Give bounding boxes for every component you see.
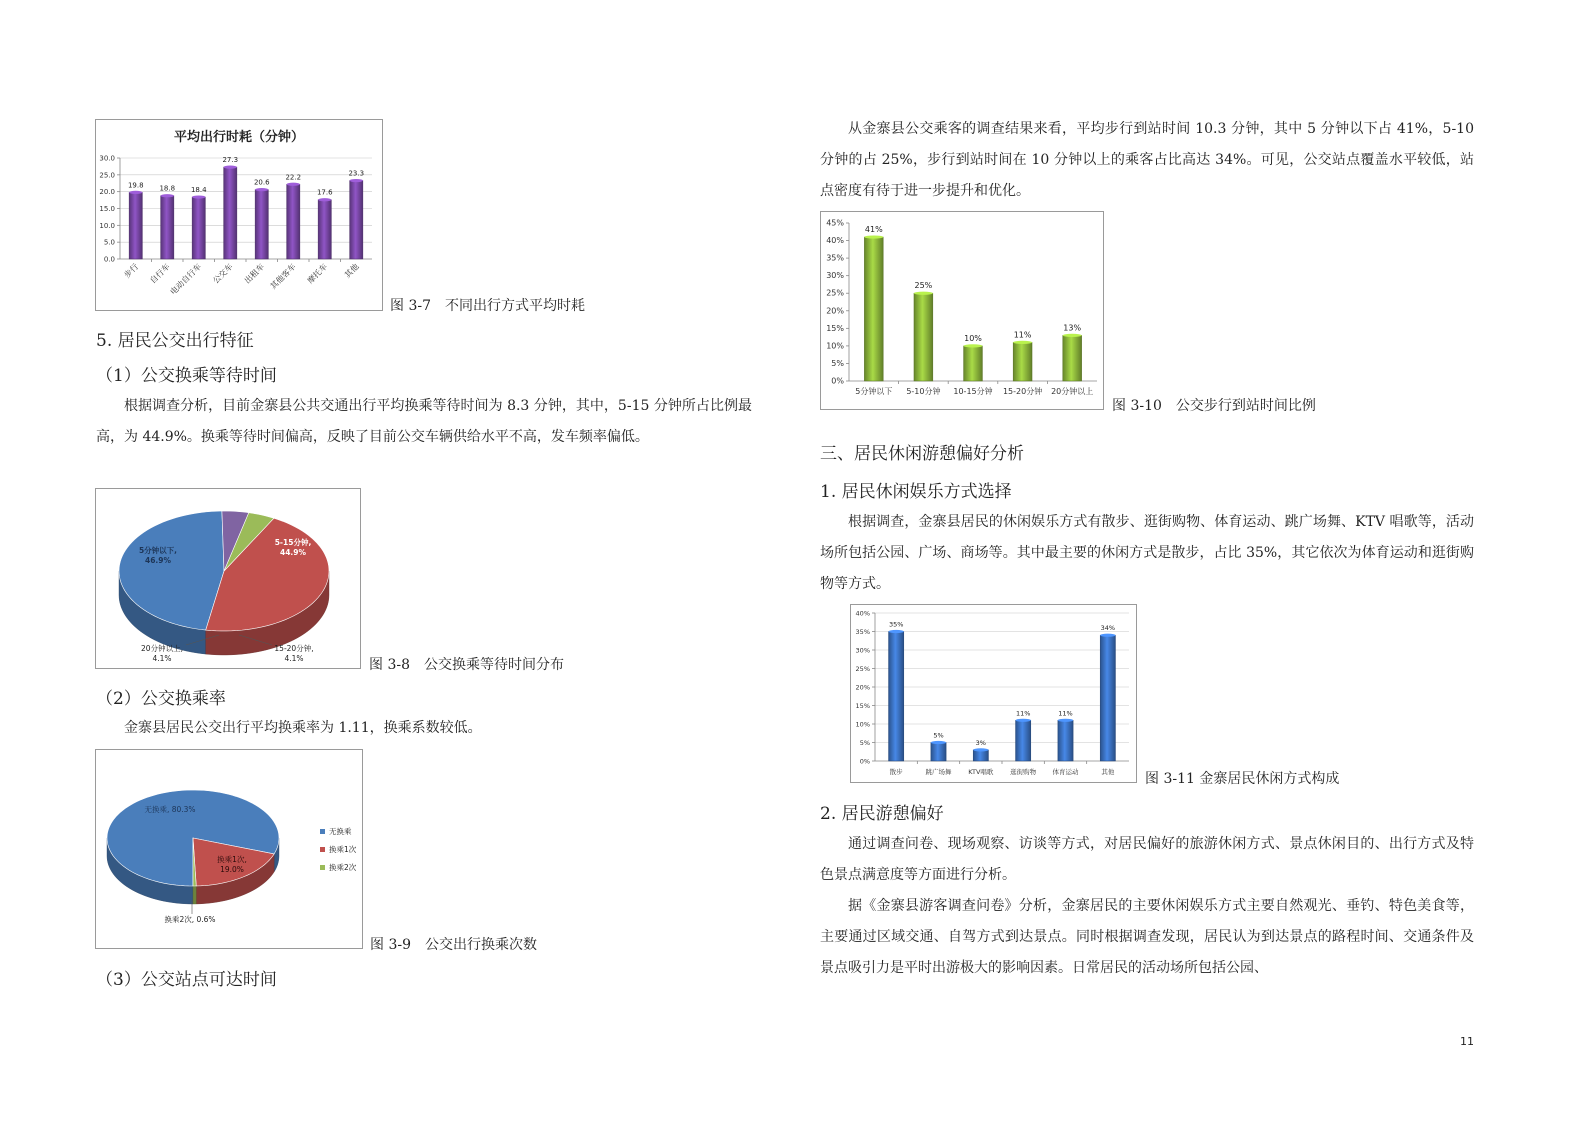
figure-caption-3-8: 图 3-8 公交换乘等待时间分布 (369, 657, 564, 673)
data-label: 15-20分钟, (274, 644, 314, 653)
y-tick-label: 25% (855, 665, 870, 673)
data-label: 换乘1次, (217, 855, 247, 864)
bar-top (129, 191, 142, 194)
section-heading-1: 1. 居民休闲娱乐方式选择 (820, 482, 1012, 502)
bar-top (224, 165, 237, 168)
y-tick-label: 35% (826, 253, 844, 263)
data-label: 无换乘, 80.3% (144, 805, 196, 814)
bar (287, 184, 300, 259)
bar (350, 181, 363, 259)
category-label: 其他 (1101, 768, 1115, 776)
bar-top (318, 198, 331, 201)
bar (1013, 342, 1032, 381)
part-heading-3: 三、居民休闲游憩偏好分析 (820, 444, 1024, 464)
category-label: 15-20分钟 (1002, 387, 1043, 396)
bar-top (1063, 334, 1082, 337)
paragraph-text: 金寨县居民公交出行平均换乘率为 1.11，换乘系数较低。 (124, 720, 482, 736)
data-label: 20分钟以上, (141, 644, 183, 653)
figure-caption-3-9: 图 3-9 公交出行换乘次数 (370, 937, 537, 953)
y-tick-label: 5% (859, 739, 870, 747)
bar (864, 237, 883, 381)
data-label: 4.1% (284, 654, 304, 663)
chart-fig37-svg (96, 120, 382, 310)
bar (224, 167, 237, 259)
category-label: KTV唱歌 (968, 768, 994, 776)
category-label: 电动自行车 (168, 262, 204, 297)
category-label: 逛街购物 (1010, 768, 1037, 776)
y-tick-label: 10% (826, 341, 844, 351)
y-tick-label: 0.0 (103, 255, 115, 264)
bar-top (1016, 719, 1031, 722)
category-label: 其他 (342, 262, 361, 280)
bar (318, 200, 331, 259)
data-label: 19.8 (127, 181, 144, 190)
y-tick-label: 30.0 (99, 154, 115, 163)
category-label: 5-10分钟 (906, 387, 941, 396)
paragraph-text: 通过调查问卷、现场观察、访谈等方式，对居民偏好的旅游休闲方式、景点休闲目的、出行方式及特色景点满意度等方面进行分析。 (820, 836, 1474, 883)
data-label: 5分钟以下, (138, 546, 178, 555)
data-label: 11% (1013, 330, 1032, 340)
y-tick-label: 5.0 (103, 238, 115, 247)
chart-fig38 (95, 488, 361, 669)
category-label: 跳广场舞 (925, 768, 952, 776)
y-tick-label: 35% (855, 628, 870, 636)
bar (161, 196, 174, 259)
section-heading-2: 2. 居民游憩偏好 (820, 804, 944, 824)
paragraph-transfer-wait (96, 391, 752, 453)
y-tick-label: 30% (855, 646, 870, 655)
subheading-1: （1）公交换乘等待时间 (96, 366, 277, 386)
y-tick-label: 40% (855, 609, 870, 618)
y-tick-label: 40% (826, 236, 844, 246)
bar (192, 197, 205, 259)
data-label: 5% (933, 731, 944, 740)
paragraph-leisure (820, 507, 1474, 600)
category-label: 5分钟以下 (855, 387, 893, 396)
bar-top (1058, 719, 1073, 722)
data-label: 25% (914, 281, 933, 291)
chart-fig39 (95, 749, 363, 949)
category-label: 体育运动 (1052, 768, 1079, 776)
legend-label: 换乘2次 (329, 863, 357, 872)
chart-title: 平均出行时耗（分钟） (173, 130, 305, 145)
bar (914, 293, 933, 381)
category-label: 出租车 (242, 262, 267, 286)
y-tick-label: 0% (831, 376, 844, 386)
data-label: 4.1% (152, 654, 172, 663)
chart-fig310-svg (821, 212, 1103, 409)
paragraph-text: 根据调查，金寨县居民的休闲娱乐方式有散步、逛街购物、体育运动、跳广场舞、KTV 唱歌等，活动场所包括公园、广场、商场等。其中最主要的休闲方式是散步，占比 35%，其它依次为体育运动和逛街购物等方式。 (820, 514, 1474, 592)
y-tick-label: 25.0 (99, 171, 115, 180)
chart-fig39-svg (96, 750, 362, 948)
pie-slice-side (193, 886, 196, 904)
bar-top (1013, 341, 1032, 344)
data-label: 17.6 (316, 188, 333, 197)
y-tick-label: 15% (855, 702, 870, 710)
section-heading-5: 5. 居民公交出行特征 (96, 331, 254, 351)
y-tick-label: 15% (826, 323, 844, 333)
data-label: 41% (864, 225, 883, 235)
chart-fig38-svg (96, 489, 360, 668)
data-label: 20.6 (253, 178, 270, 187)
bar-top (964, 344, 983, 347)
paragraph-recreation (820, 829, 1474, 984)
paragraph-walk-time (820, 114, 1474, 207)
y-tick-label: 25% (826, 288, 844, 298)
bar (1100, 635, 1115, 761)
legend-swatch (320, 829, 325, 834)
data-label: 18.4 (190, 186, 207, 195)
y-tick-label: 15.0 (99, 205, 115, 213)
legend-label: 无换乘 (329, 827, 352, 836)
data-label: 5-15分钟, (274, 538, 312, 547)
y-tick-label: 20% (826, 306, 844, 316)
y-tick-label: 20% (855, 683, 870, 692)
bar (1063, 335, 1082, 381)
data-label: 46.9% (144, 556, 172, 565)
chart-fig37 (95, 119, 383, 311)
category-label: 步行 (122, 262, 141, 280)
legend-swatch (320, 865, 325, 870)
legend-swatch (320, 847, 325, 852)
bar (1016, 720, 1031, 761)
data-label: 23.3 (348, 169, 365, 178)
y-tick-label: 20.0 (99, 188, 115, 197)
figure-caption-3-7: 图 3-7 不同出行方式平均时耗 (390, 298, 585, 314)
bar (889, 632, 904, 762)
figure-caption-3-10: 图 3-10 公交步行到站时间比例 (1112, 398, 1316, 414)
category-label: 自行车 (148, 262, 172, 286)
bar (255, 190, 268, 259)
chart-fig311-svg (851, 605, 1136, 782)
data-label: 3% (975, 738, 986, 747)
bar-top (192, 195, 205, 198)
legend-label: 换乘1次 (329, 845, 357, 854)
paragraph-text: 从金寨县公交乘客的调查结果来看，平均步行到站时间 10.3 分钟，其中 5 分钟以下占 41%，5-10 分钟的占 25%，步行到站时间在 10 分钟以上的乘客占比高达 34%。可见，公交站点覆盖水平较低，站点密度有待于进一步提升和优化。 (820, 121, 1474, 199)
y-tick-label: 10.0 (99, 221, 115, 230)
data-label: 19.0% (220, 865, 244, 874)
bar-top (889, 630, 904, 633)
data-label: 10% (964, 333, 982, 343)
data-label: 35% (888, 620, 904, 629)
bar-top (864, 235, 883, 238)
subheading-3: （3）公交站点可达时间 (96, 970, 277, 990)
data-label: 换乘2次, 0.6% (164, 915, 216, 924)
data-label: 34% (1100, 624, 1116, 633)
y-tick-label: 5% (831, 358, 844, 368)
bar-top (350, 179, 363, 182)
bar-top (931, 741, 946, 744)
bar-top (255, 188, 268, 191)
y-tick-label: 0% (859, 757, 870, 766)
figure-caption-3-11: 图 3-11 金寨居民休闲方式构成 (1145, 771, 1340, 787)
data-label: 18.8 (159, 184, 176, 193)
category-label: 10-15分钟 (953, 387, 993, 396)
paragraph-text: 据《金寨县游客调查问卷》分析，金寨居民的主要休闲娱乐方式主要自然观光、垂钓、特色美食等，主要通过区域交通、自驾方式到达景点。同时根据调查发现，居民认为到达景点的路程时间、交通条件及景点吸引力是平时出游极大的影响因素。日常居民的活动场所包括公园、 (820, 898, 1474, 976)
data-label: 11% (1058, 709, 1073, 718)
data-label: 22.2 (285, 173, 302, 182)
category-label: 其他客车 (268, 262, 298, 292)
subheading-2: （2）公交换乘率 (96, 689, 226, 709)
chart-fig311 (850, 604, 1137, 783)
category-label: 公交车 (211, 262, 235, 286)
data-label: 11% (1015, 709, 1031, 718)
y-tick-label: 30% (826, 271, 844, 281)
data-label: 13% (1063, 323, 1082, 333)
bar (129, 192, 142, 259)
bar-top (914, 292, 933, 295)
bar (1058, 720, 1073, 761)
bar-top (1100, 634, 1115, 637)
bar-top (973, 748, 988, 751)
y-tick-label: 10% (855, 720, 870, 729)
chart-fig310 (820, 211, 1104, 410)
bar-top (161, 194, 174, 197)
category-label: 20分钟以上 (1051, 387, 1094, 396)
y-tick-label: 45% (826, 218, 844, 228)
page-number: 11 (1460, 1035, 1474, 1048)
data-label: 27.3 (222, 156, 239, 165)
paragraph-transfer-rate (96, 713, 752, 744)
bar-top (287, 183, 300, 186)
paragraph-text: 根据调查分析，目前金寨县公共交通出行平均换乘等待时间为 8.3 分钟，其中，5-15 分钟所占比例最高，为 44.9%。换乘等待时间偏高，反映了目前公交车辆供给水平不高，发车频率偏低。 (96, 398, 752, 445)
category-label: 散步 (889, 768, 903, 776)
category-label: 摩托车 (305, 262, 330, 286)
bar (931, 743, 946, 762)
bar (964, 346, 983, 381)
bar (973, 750, 988, 761)
data-label: 44.9% (279, 548, 307, 557)
